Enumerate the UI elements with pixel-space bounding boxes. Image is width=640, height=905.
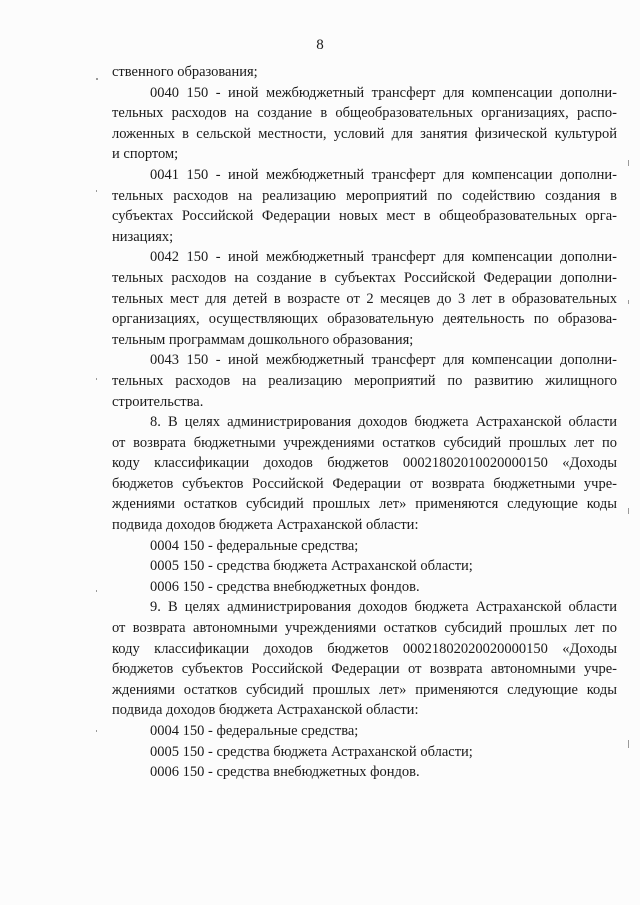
text-line: подвида доходов бюджета Астраханской области: [112,702,419,719]
paragraph [112,83,617,165]
text-line: ложенных в сельской местности, условий для занятия физической культурой [112,125,617,142]
text-line: тельных расходов на создание в субъектах Российской Федерации дополни- [112,269,617,286]
text-line: тельных расходов на создание в общеобразовательных организациях, распо- [112,105,617,122]
text-line: 0042 150 - иной межбюджетный трансферт для компенсации дополни- [150,249,617,266]
text-line: тельных расходов на реализацию мероприятий по содействию создания в [112,187,617,204]
text-line: 0040 150 - иной межбюджетный трансферт для компенсации дополни- [150,84,617,101]
scan-artifact [628,508,629,514]
text-line: тельных мест для детей в возрасте от 2 месяцев до 3 лет в образовательных [112,290,617,307]
scan-artifact [96,78,98,80]
text-line: низациях; [112,228,174,245]
scan-artifact [628,300,629,304]
paragraph-item-9 [112,597,617,721]
list-item: 0004 150 - федеральные средства; [150,537,359,554]
text-line: 8. В целях администрирования доходов бюджета Астраханской области [150,414,617,431]
scan-artifact [96,730,97,732]
paragraph [112,62,617,83]
text-line: тельных расходов на реализацию мероприятий по развитию жилищного [112,372,617,389]
code-list-item-9 [112,721,617,783]
text-line: подвида доходов бюджета Астраханской области: [112,517,419,534]
text-line: организациях, осуществляющих образовательную деятельность по образова- [112,311,617,328]
list-item: 0006 150 - средства внебюджетных фондов. [150,578,420,595]
text-line: коду классификации доходов бюджетов 00021802020020000150 «Доходы [112,640,617,657]
text-line: строительства. [112,393,204,410]
scan-artifact [628,740,629,748]
paragraph [112,247,617,350]
list-item: 0005 150 - средства бюджета Астраханской области; [150,558,473,575]
scan-artifact [96,590,97,592]
scan-artifact [96,190,97,192]
text-line: бюджетов субъектов Российской Федерации от возврата автономными учре- [112,661,617,678]
scan-artifact [96,378,97,380]
paragraph [112,350,617,412]
text-line: тельным программам дошкольного образования; [112,331,414,348]
text-line: ственного образования; [112,64,258,80]
text-line: от возврата автономными учреждениями остатков субсидий прошлых лет по [112,620,617,637]
scan-artifact [628,160,629,166]
list-item: 0005 150 - средства бюджета Астраханской области; [150,743,473,760]
code-list-item-8 [112,536,617,598]
text-line: 0041 150 - иной межбюджетный трансферт для компенсации дополни- [150,166,617,183]
text-line: ждениями остатков субсидий прошлых лет» применяются следующие коды [112,496,617,513]
text-line: от возврата бюджетными учреждениями остатков субсидий прошлых лет по [112,434,617,451]
text-line: ждениями остатков субсидий прошлых лет» применяются следующие коды [112,681,617,698]
paragraph [112,165,617,247]
page-number: 8 [316,37,324,53]
paragraph-item-8 [112,412,617,536]
document-body [112,62,617,783]
text-line: 9. В целях администрирования доходов бюджета Астраханской области [150,599,617,616]
text-line: 0043 150 - иной межбюджетный трансферт для компенсации дополни- [150,352,617,369]
text-line: бюджетов субъектов Российской Федерации от возврата бюджетными учре- [112,475,617,492]
list-item: 0006 150 - средства внебюджетных фондов. [150,764,420,781]
text-line: коду классификации доходов бюджетов 00021802010020000150 «Доходы [112,455,617,472]
text-line: субъектах Российской Федерации новых мест в общеобразовательных орга- [112,208,617,225]
list-item: 0004 150 - федеральные средства; [150,723,359,739]
text-line: и спортом; [112,146,179,163]
